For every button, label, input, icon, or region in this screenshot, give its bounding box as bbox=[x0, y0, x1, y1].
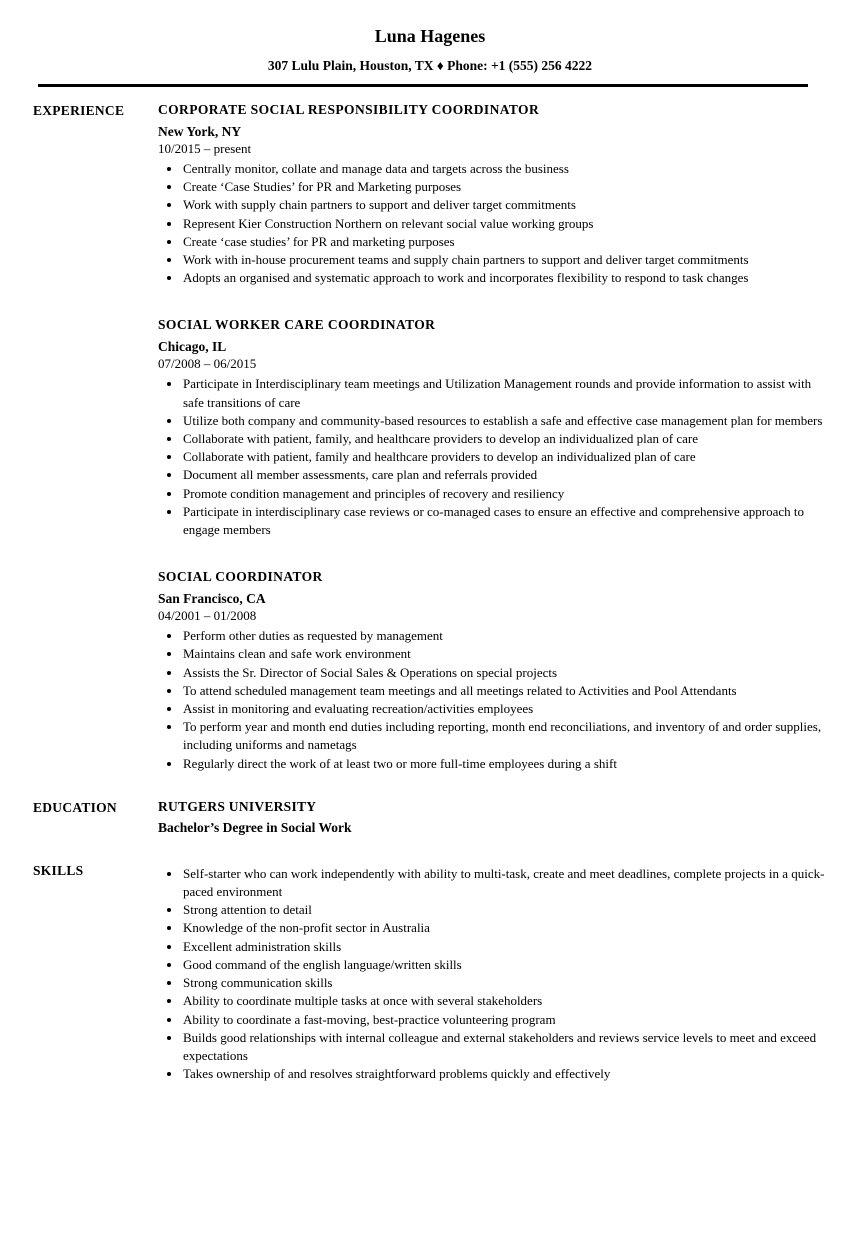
bullet-item: • Good command of the english language/written skills bbox=[182, 956, 825, 974]
education-content bbox=[158, 799, 825, 836]
bullet-item: • Collaborate with patient, family and healthcare providers to develop an individualized plan of care bbox=[182, 448, 825, 466]
bullet-item: • To perform year and month end duties including reporting, month end reconciliations, and inventory of and order supplies, including uniforms and nametags bbox=[182, 718, 825, 754]
bullet-item: • Work with in-house procurement teams and supply chain partners to support and deliver target commitments bbox=[182, 251, 825, 269]
bullet-item: • Self-starter who can work independently with ability to multi-task, create and meet deadlines, complete projects in a quick-paced environment bbox=[182, 865, 825, 901]
person-name: Luna Hagenes bbox=[374, 26, 486, 46]
job-location: New York, NY bbox=[158, 124, 242, 139]
job-title: CORPORATE SOCIAL RESPONSIBILITY COORDINATOR bbox=[158, 102, 540, 117]
bullet-item: • Ability to coordinate multiple tasks at once with several stakeholders bbox=[182, 992, 825, 1010]
bullet-item: • Builds good relationships with internal colleague and external stakeholders and reviews service levels to meet and exceed expectations bbox=[182, 1029, 825, 1065]
bullet-item: • Utilize both company and community-based resources to establish a safe and effective case management plan for members bbox=[182, 412, 825, 430]
contact-line: 307 Lulu Plain, Houston, TX ♦ Phone: +1 (555) 256 4222 bbox=[267, 58, 593, 73]
bullet-item: • Ability to coordinate a fast-moving, best-practice volunteering program bbox=[182, 1011, 825, 1029]
bullet-item: • To attend scheduled management team meetings and all meetings related to Activities and Pool Attendants bbox=[182, 682, 825, 700]
bullet-item: • Perform other duties as requested by management bbox=[182, 627, 825, 645]
experience-content bbox=[158, 102, 825, 773]
job-entry bbox=[158, 317, 825, 539]
bullet-item: • Excellent administration skills bbox=[182, 938, 825, 956]
job-dates: 10/2015 – present bbox=[158, 141, 252, 156]
bullet-item: • Centrally monitor, collate and manage data and targets across the business bbox=[182, 160, 825, 178]
bullet-item: • Participate in interdisciplinary case reviews or co-managed cases to ensure an effective and comprehensive approach to engage members bbox=[182, 503, 825, 539]
experience-section-label: EXPERIENCE bbox=[33, 103, 125, 118]
bullet-item: • Knowledge of the non-profit sector in Australia bbox=[182, 919, 825, 937]
skills-section-label: SKILLS bbox=[33, 862, 84, 878]
bullet-item: • Promote condition management and principles of recovery and resiliency bbox=[182, 485, 825, 503]
job-dates: 04/2001 – 01/2008 bbox=[158, 608, 257, 624]
section-skills bbox=[33, 862, 825, 1083]
education-degree: Bachelor’s Degree in Social Work bbox=[158, 819, 352, 835]
job-location: Chicago, IL bbox=[158, 339, 227, 355]
bullet-item: • Participate in Interdisciplinary team meetings and Utilization Management rounds and provide information to assist with safe transitions of care bbox=[182, 375, 825, 411]
bullet-item: • Document all member assessments, care plan and referrals provided bbox=[182, 466, 825, 484]
job-bullet-list bbox=[158, 627, 825, 773]
bullet-item: • Assists the Sr. Director of Social Sales & Operations on special projects bbox=[182, 664, 825, 682]
skills-bullet-list bbox=[158, 865, 825, 1083]
job-entry bbox=[158, 569, 825, 773]
bullet-item: • Represent Kier Construction Northern on relevant social value working groups bbox=[182, 215, 825, 233]
bullet-item: • Strong communication skills bbox=[182, 974, 825, 992]
section-education bbox=[33, 799, 825, 836]
job-bullet-list bbox=[158, 375, 825, 539]
bullet-item: • Work with supply chain partners to support and deliver target commitments bbox=[182, 196, 825, 214]
education-school: RUTGERS UNIVERSITY bbox=[158, 798, 317, 814]
bullet-item: • Assist in monitoring and evaluating recreation/activities employees bbox=[182, 700, 825, 718]
skills-content bbox=[158, 862, 825, 1083]
bullet-item: • Maintains clean and safe work environment bbox=[182, 645, 825, 663]
bullet-item: • Create ‘Case Studies’ for PR and Marketing purposes bbox=[182, 178, 825, 196]
job-bullet-list bbox=[158, 160, 825, 287]
resume-header bbox=[0, 26, 860, 73]
resume-body bbox=[0, 87, 860, 1123]
education-section-label: EDUCATION bbox=[33, 799, 117, 815]
section-experience bbox=[33, 102, 825, 773]
bullet-item: • Adopts an organised and systematic approach to work and incorporates flexibility to respond to task changes bbox=[182, 269, 825, 287]
bullet-item: • Takes ownership of and resolves straightforward problems quickly and effectively bbox=[182, 1065, 825, 1083]
job-entry bbox=[158, 102, 825, 287]
job-location: San Francisco, CA bbox=[158, 591, 266, 607]
job-title: SOCIAL WORKER CARE COORDINATOR bbox=[158, 317, 436, 333]
bullet-item: • Collaborate with patient, family, and healthcare providers to develop an individualized plan of care bbox=[182, 430, 825, 448]
bullet-item: • Create ‘case studies’ for PR and marketing purposes bbox=[182, 233, 825, 251]
job-title: SOCIAL COORDINATOR bbox=[158, 569, 323, 585]
bullet-item: • Strong attention to detail bbox=[182, 901, 825, 919]
job-dates: 07/2008 – 06/2015 bbox=[158, 356, 257, 372]
bullet-item: • Regularly direct the work of at least two or more full-time employees during a shift bbox=[182, 755, 825, 773]
